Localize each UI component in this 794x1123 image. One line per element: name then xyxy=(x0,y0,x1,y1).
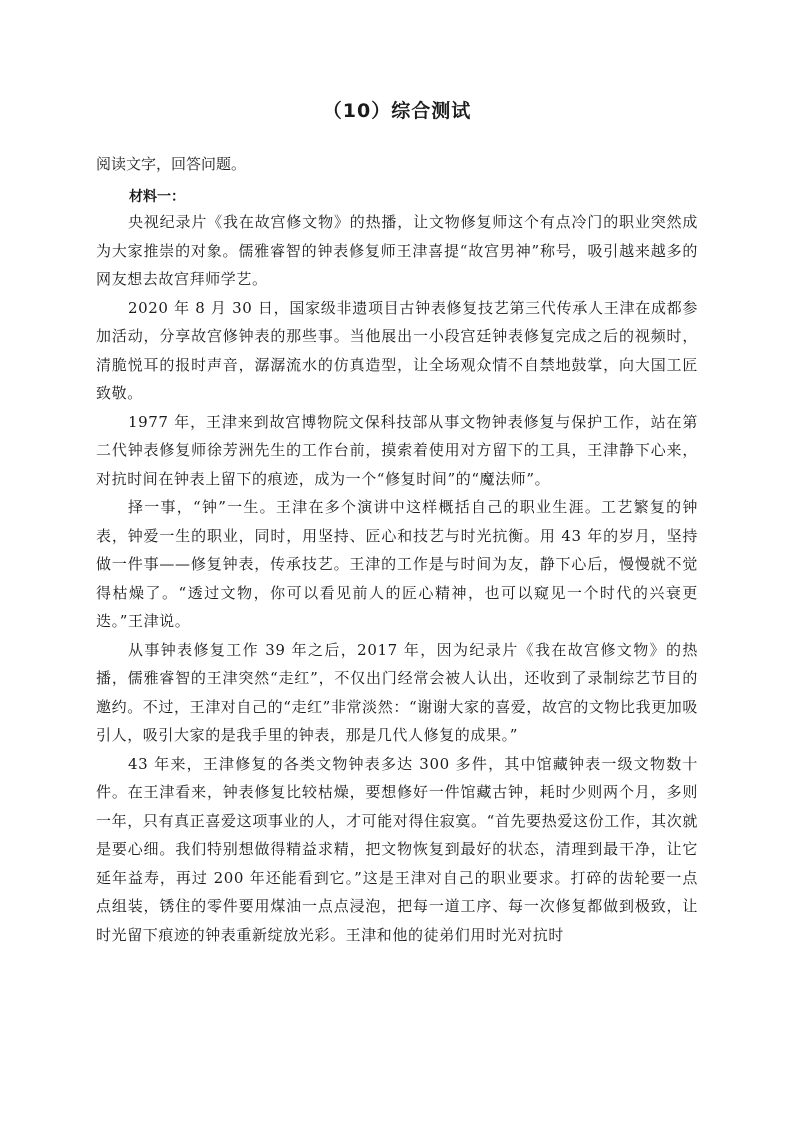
section-label: 材料一： xyxy=(129,189,185,205)
instruction-text: 阅读文字，回答问题。 xyxy=(96,155,247,173)
paragraph: 从事钟表修复工作 39 年之后，2017 年，因为纪录片《我在故宫修文物》的热播，儒雅睿智的王津突然“走红”，不仅出门经常会被人认出，还收到了录制综艺节目的邀约。不过，王津对自己的“走红”非常淡然：“谢谢大家的喜爱，故宫的文物比我更加吸引人，吸引大家的是我手里的钟表，那是几代人修复的成果。” xyxy=(96,640,699,744)
paragraph: 1977 年，王津来到故宫博物院文保科技部从事文物钟表修复与保护工作，站在第二代钟表修复师徐芳洲先生的工作台前，摸索着使用对方留下的工具，王津静下心来，对抗时间在钟表上留下的痕迹，成为一个“修复时间”的“魔法师”。 xyxy=(96,412,698,488)
paragraph: 2020 年 8 月 30 日，国家级非遗项目古钟表修复技艺第三代传承人王津在成都参加活动，分享故宫修钟表的那些事。当他展出一小段宫廷钟表修复完成之后的视频时，清脆悦耳的报时声音，潺潺流水的仿真造型，让全场观众情不自禁地鼓掌，向大国工匠致敬。 xyxy=(96,298,698,402)
paragraph: 择一事，“钟”一生。王津在多个演讲中这样概括自己的职业生涯。工艺繁复的钟表，钟爱一生的职业，同时，用坚持、匠心和技艺与时光抗衡。用 43 年的岁月，坚持做一件事——修复钟表，传承技艺。王津的工作是与时间为友，静下心后，慢慢就不觉得枯燥了。“透过文物，你可以看见前人的匠心精神，也可以窥见一个时代的兴衰更迭。”王津说。 xyxy=(96,498,698,630)
document-title: （10）综合测试 xyxy=(322,100,472,122)
article-body xyxy=(96,208,698,949)
paragraph: 央视纪录片《我在故宫修文物》的热播，让文物修复师这个有点冷门的职业突然成为大家推崇的对象。儒雅睿智的钟表修复师王津喜提“故宫男神”称号，吸引越来越多的网友想去故宫拜师学艺。 xyxy=(96,213,698,288)
paragraph: 43 年来，王津修复的各类文物钟表多达 300 多件，其中馆藏钟表一级文物数十件。在王津看来，钟表修复比较枯燥，要想修好一件馆藏古钟，耗时少则两个月，多则一年，只有真正喜爱这项事业的人，才可能对得住寂寞。“首先要热爱这份工作，其次就是要心细。我们特别想做得精益求精，把文物恢复到最好的状态，清理到最干净，让它延年益寿，再过 200 年还能看到它。”这是王津对自己的职业要求。打碎的齿轮要一点点组装，锈住的零件要用煤油一点点浸泡，把每一道工序、每一次修复都做到极致，让时光留下痕迹的钟表重新绽放光彩。王津和他的徒弟们用时光对抗时 xyxy=(96,754,698,944)
